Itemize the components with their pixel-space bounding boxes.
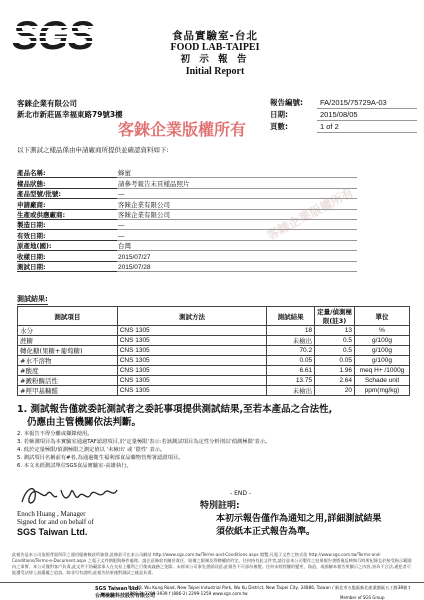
client-name: 客錸企業有限公司	[17, 99, 77, 108]
end-mark: - END -	[230, 490, 252, 497]
meta-report-no: 報告編號: FA/2015/75729A-03	[270, 97, 417, 109]
results-table	[17, 306, 410, 396]
table-header-row	[18, 307, 410, 326]
sample-row: 測試日期: 2015/07/28	[17, 262, 357, 272]
sample-info	[17, 168, 357, 272]
table-row: 蔗糖 CNS 1305 未檢出 0.5 g/100g	[18, 336, 410, 346]
sample-row: 產品名稱: 蜂蜜	[17, 168, 357, 178]
client-address: 新北市新莊區幸福東路79號3樓	[17, 110, 123, 119]
sample-row: 生產或供應廠商: 客錸企業有限公司	[17, 210, 357, 220]
client-block	[17, 98, 123, 120]
report-notes	[17, 403, 412, 470]
sample-row: 產品型號/批號: —	[17, 189, 357, 199]
note-disclaimer-2: 仍應由主管機關依法判斷。	[27, 417, 142, 428]
note-item: 4. 低於定量極限/偵測極限之測定值以 '未檢出' 或 '陰性' 表示。	[17, 447, 166, 453]
copyright-watermark: 客錸企業版權所有	[118, 120, 247, 139]
sgs-logo	[12, 16, 116, 66]
report-type-cn: 初 示 報 告	[180, 54, 250, 65]
col-header-limit: 定量/偵測極限(註3)	[315, 307, 355, 326]
meta-pages: 頁數: 1 of 2	[270, 121, 417, 133]
intro-text: 以下測試之樣品係由申請廠商所提供並確認資料如下:	[17, 146, 169, 154]
note-list	[17, 430, 412, 470]
signer-name: Enoch Huang , Manager	[17, 510, 86, 518]
table-row: #酸度 CNS 1305 6.61 1.96 meq H+ /1000g	[18, 366, 410, 376]
special-note-line: 須依紙本正式報告為準。	[216, 527, 316, 537]
note-item: 2. 本報告不得分離或擷錄使用。	[17, 431, 93, 437]
sample-row: 有效日期: —	[17, 230, 357, 240]
note-disclaimer-1: 1. 測試報告僅就委託測試者之委託事項提供測試結果,至若本產品之合法性,	[17, 404, 333, 415]
table-row: 轉化糖(果糖+葡萄糖) CNS 1305 70.2 0.5 g/100g	[18, 346, 410, 356]
lab-title-en: FOOD LAB-TAIPEI	[170, 42, 260, 53]
col-header-item: 測試項目	[18, 307, 118, 326]
report-header	[130, 30, 300, 78]
note-item: 5. 測試項目名稱前有#者,為通過衛生福利部食品藥物管理署認證項目。	[17, 455, 184, 461]
logo-stripes	[12, 26, 116, 50]
table-row: 水分 CNS 1305 18 13 %	[18, 326, 410, 336]
handwritten-signature	[17, 480, 137, 510]
col-header-method: 測試方法	[117, 307, 267, 326]
signer-company: SGS Taiwan Ltd.	[17, 527, 88, 537]
sample-row: 原產地(國): 台灣	[17, 241, 357, 251]
faint-watermark: 客錸企業版權所有	[264, 185, 356, 243]
sample-row: 製造日期: —	[17, 220, 357, 230]
special-note	[200, 500, 381, 539]
page-footer	[0, 582, 424, 600]
table-row: #水不溶物 CNS 1305 0.05 0.05 g/100g	[18, 356, 410, 366]
signer-note: Signed for and on behalf of	[17, 518, 94, 526]
footer-address: No. 38, Wu Kung Road, New Taipei Industrial Park, Wu Ku District, New Taipei City, 24886, Taiwan / 新北市五股區新北產業園區五工路38號 t (886-2) 2299-3939 f (886-2) 2299-1259 www.sgs.com.tw	[128, 585, 411, 596]
fine-print: 此報告是本公司依照背面所印之通用服務條款所簽發,此條款可在本公司網站 http://www.sgs.com.tw/Terms-and-Conditions.aspx 閱覽,凡電子文件之格式依 http://www.sgs.com.tw/Terms-and-Conditions/Terms-e-Document.aspx 之電子文件期限與條件處理。請注意條款有關於責任、賠償之限制及管轄權的約定。任何持有此文件者,請注意本公司製作之結果報告書將僅反映執行時所紀錄且於接受指示範圍內之事實。本公司僅對客戶負責,此文件不妨礙當事人在交易上權利之行使或義務之免除。未經本公司事先書面同意,此報告不可部份複製。任何未經授權的變更、偽造、或曲解本報告所顯示之內容,皆為不合法,違犯者可能遭受法律上最嚴厲之追訴。除非另有說明,此報告結果僅對測試之樣品負責。	[12, 552, 412, 575]
special-note-title: 特別註明:	[200, 501, 240, 511]
table-row: #羥甲基糠醛 CNS 1305 未檢出 20 ppm(mg/kg)	[18, 386, 410, 396]
col-header-result: 測試結果	[267, 307, 315, 326]
signature-block	[17, 480, 137, 538]
lab-title-cn: 食品實驗室-台北	[172, 30, 258, 42]
footer-company: SGS Taiwan Ltd. 台灣檢驗科技股份有限公司	[95, 586, 156, 599]
meta-date: 日期: 2015/08/05	[270, 109, 417, 121]
sample-row: 申請廠商: 客錸企業有限公司	[17, 199, 357, 209]
col-header-unit: 單位	[355, 307, 410, 326]
sample-row: 樣品狀態: 請參考報告末頁樣品照片	[17, 178, 357, 188]
note-item: 6. 本文未經測試單位SGS食品實驗室-高雄執行。	[17, 463, 132, 469]
report-type-en: Initial Report	[185, 66, 245, 77]
sample-row: 收樣日期: 2015/07/27	[17, 251, 357, 261]
report-meta	[270, 97, 417, 133]
footer-member: Member of SGS Group	[340, 595, 385, 600]
special-note-line: 本初示報告僅作為通知之用,詳細測試結果	[216, 514, 382, 524]
results-title: 測試結果:	[17, 295, 48, 303]
table-row: #澱粉酶活性 CNS 1305 13.75 2.64 Schade unit	[18, 376, 410, 386]
note-item: 3. 若檢測項目為本實驗室通過TAF認證項目,於'定量極限'表示:若該測試項目為定性分析則以'偵測極限'表示。	[17, 439, 271, 445]
